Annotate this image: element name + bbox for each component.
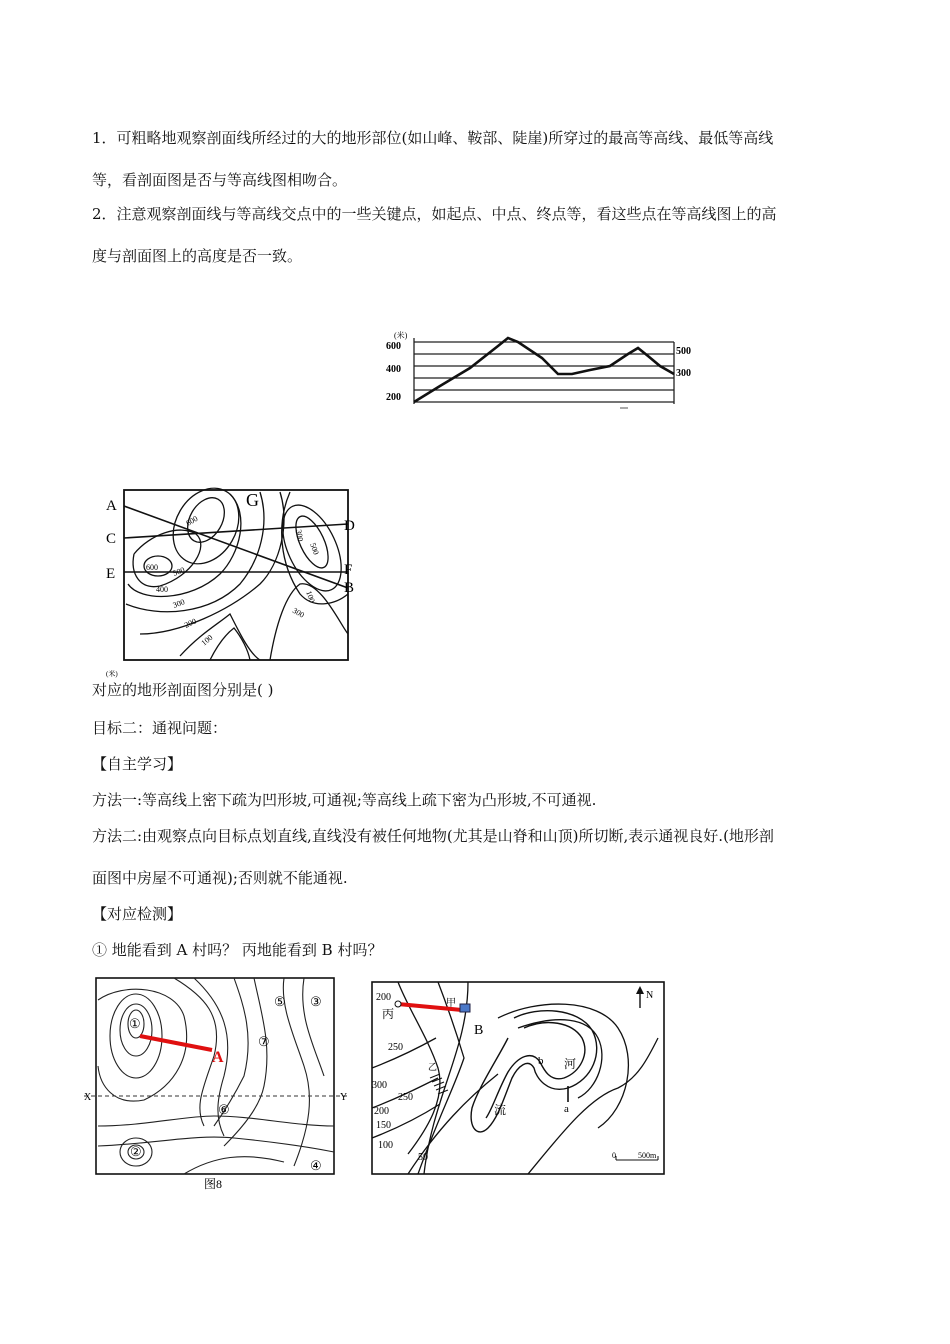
bing-label: 丙: [382, 1007, 395, 1021]
river-liu-label: 流: [494, 1103, 507, 1117]
scale-start: 0: [612, 1151, 616, 1160]
svg-text:100: 100: [304, 589, 317, 604]
point-b-label: b: [538, 1055, 544, 1067]
contour-250b-label: 250: [398, 1092, 413, 1103]
point-a: A: [106, 498, 117, 514]
profile-y-600: 600: [386, 341, 401, 352]
contour-50-label: 50: [418, 1152, 428, 1163]
marker-4: ④: [310, 1158, 322, 1173]
paragraph-1-line-1: 1．可粗略地观察剖面线所经过的大的地形部位(如山峰、鞍部、陡崖)所穿过的最高等高线、最低等高线: [92, 129, 774, 147]
village-b-house: [460, 1004, 470, 1012]
svg-text:400: 400: [156, 585, 168, 594]
contour-150-label: 150: [376, 1120, 391, 1131]
scale-end: 500m: [638, 1151, 657, 1160]
svg-text:100: 100: [199, 632, 215, 648]
self-study-heading: 【自主学习】: [92, 755, 183, 773]
method-two-line-1: 方法二:由观察点向目标点划直线,直线没有被任何地物(尤其是山脊和山顶)所切断,表示通视良好.(地形剖: [92, 827, 774, 845]
contour-200-label: 200: [376, 992, 391, 1003]
river-map-contours: [372, 982, 658, 1174]
figure-8-caption: 图8: [204, 1177, 223, 1191]
point-b: B: [344, 580, 355, 596]
goal-two-heading: 目标二：通视问题：: [92, 719, 228, 737]
contour-map-profile-lines: [100, 484, 370, 680]
contour-200b-label: 200: [374, 1106, 389, 1117]
profile-y-300: 300: [676, 368, 691, 379]
svg-text:500: 500: [308, 541, 321, 556]
profile-unit: (米): [394, 331, 408, 340]
svg-text:600: 600: [146, 563, 158, 572]
marker-6: ⑥: [218, 1102, 230, 1117]
marker-7: ⑦: [258, 1034, 270, 1049]
check-heading: 【对应检测】: [92, 905, 183, 923]
svg-text:300: 300: [171, 597, 186, 610]
profile-gridlines: [414, 338, 674, 404]
paragraph-2-line-2: 度与剖面图上的高度是否一致。: [92, 247, 303, 265]
river-banks: [471, 1011, 597, 1132]
profile-y-500: 500: [676, 346, 691, 357]
figure-8-contour-map: [84, 976, 354, 1192]
profile-y-200: 200: [386, 392, 401, 403]
svg-text:500: 500: [171, 565, 186, 578]
contour-250-label: 250: [388, 1042, 403, 1053]
sight-line-to-village-a: [140, 1036, 212, 1050]
profile-curve: [414, 338, 674, 402]
marker-2: ②: [130, 1144, 142, 1159]
village-b-label: B: [474, 1023, 484, 1038]
point-f: F: [344, 562, 353, 578]
marker-5: ⑤: [274, 994, 286, 1009]
paragraph-1-line-2: 等，看剖面图是否与等高线图相吻合。: [92, 171, 348, 189]
terrain-profile-chart: [380, 328, 700, 410]
profile-y-400: 400: [386, 364, 401, 375]
river-contour-map: [368, 978, 670, 1178]
point-a-label: a: [564, 1103, 569, 1115]
north-label: N: [646, 990, 654, 1001]
axis-y-label: Y: [340, 1092, 348, 1103]
svg-text:200: 200: [183, 616, 198, 630]
method-one: 方法一:等高线上密下疏为凹形坡,可通视;等高线上疏下密为凸形坡,不可通视.: [92, 791, 597, 809]
point-g: G: [246, 490, 259, 510]
point-e: E: [106, 566, 116, 582]
svg-text:300: 300: [294, 528, 305, 543]
contour-100-label: 100: [378, 1140, 393, 1151]
contour-unit: (米): [106, 670, 118, 678]
yi-label: 乙: [428, 1062, 438, 1072]
axis-x-label: X: [84, 1092, 92, 1103]
point-d: D: [344, 518, 355, 534]
marker-3: ③: [310, 994, 322, 1009]
village-a-label: A: [212, 1049, 224, 1066]
question-text: 对应的地形剖面图分别是( ): [92, 681, 274, 699]
paragraph-2-line-1: 2．注意观察剖面线与等高线交点中的一些关键点，如起点、中点、终点等，看这些点在等高线图上的高: [92, 205, 777, 223]
svg-text:300: 300: [291, 605, 306, 620]
river-he-label: 河: [564, 1057, 577, 1071]
svg-text:600: 600: [184, 513, 200, 528]
point-c: C: [106, 531, 117, 547]
method-two-line-2: 面图中房屋不可通视);否则就不能通视.: [92, 869, 348, 887]
jia-label: 甲: [446, 998, 456, 1009]
check-question: ① 地能看到 A 村吗？ 丙地能看到 B 村吗？: [92, 941, 383, 959]
marker-1: ①: [129, 1016, 141, 1031]
contour-300-label: 300: [372, 1080, 387, 1091]
